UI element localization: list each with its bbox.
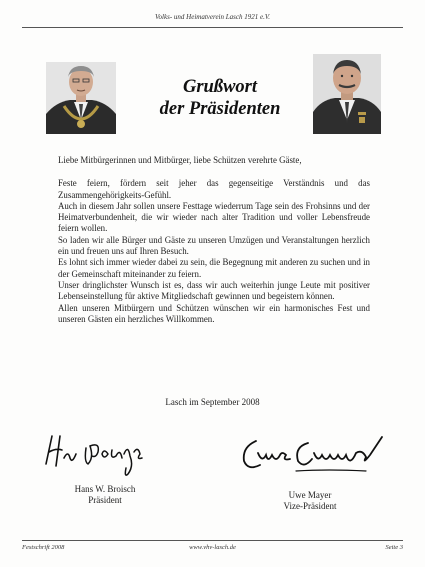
body-paragraph: Allen unseren Mitbürgern und Schützen wünschen wir ein harmonisches Fest und unseren Gästen ein herzliches Willkommen. <box>58 302 370 324</box>
president-portrait <box>46 62 116 134</box>
vice-president-role: Vize-Präsident <box>283 501 337 511</box>
body-paragraph: So laden wir alle Bürger und Gäste zu unseren Umzügen und Veranstaltungen herzlich ein und freuen uns auf Ihren Besuch. <box>58 234 370 257</box>
president-name: Hans W. Broisch <box>74 484 136 494</box>
title-line-1: Grußwort <box>182 77 258 97</box>
letter-body <box>58 155 370 325</box>
body-paragraph: Unser dringlichster Wunsch ist es, dass wir auch weiterhin junge Leute mit positiver Lebenseinstellung für aktive Mitgliedschaft gewinnen und begeistern können. <box>58 279 370 302</box>
footer-publication: Festschrift 2008 <box>22 544 65 551</box>
page-title <box>140 76 300 120</box>
body-paragraph: Auch in diesem Jahr sollen unsere Festtage wiederrum Tage sein des Frohsinns und der Heimatverbundenheit, die wir wieder nach alter Tradition und voller Lebensfreude feiern wollen. <box>58 200 370 234</box>
president-role: Präsident <box>88 495 122 505</box>
president-signature <box>40 428 150 480</box>
vice-president-name: Uwe Mayer <box>288 490 332 500</box>
vice-president-portrait <box>313 54 381 134</box>
footer-page-number: Seite 3 <box>385 544 403 551</box>
page-footer <box>22 540 403 554</box>
vice-president-signer <box>240 490 380 512</box>
page-header: Volks- und Heimatverein Lasch 1921 e.V. <box>22 6 403 28</box>
footer-website-link[interactable]: www.vhv-lasch.de <box>189 544 236 551</box>
greeting: Liebe Mitbürgerinnen und Mitbürger, liebe Schützen verehrte Gäste, <box>58 155 302 165</box>
vice-president-signature <box>238 433 388 477</box>
dateline: Lasch im September 2008 <box>165 397 260 407</box>
president-signer <box>40 484 170 506</box>
body-paragraph: Feste feiern, fördern seit jeher das gegenseitige Verständnis und das Zusammengehörigkeits-Gefühl. <box>58 178 370 200</box>
title-line-2: der Präsidenten <box>159 99 281 119</box>
body-paragraph: Es lohnt sich immer wieder dabei zu sein, die Begegnung mit anderen zu suchen und in der Gemeinschaft miteinander zu feiern. <box>58 257 370 279</box>
